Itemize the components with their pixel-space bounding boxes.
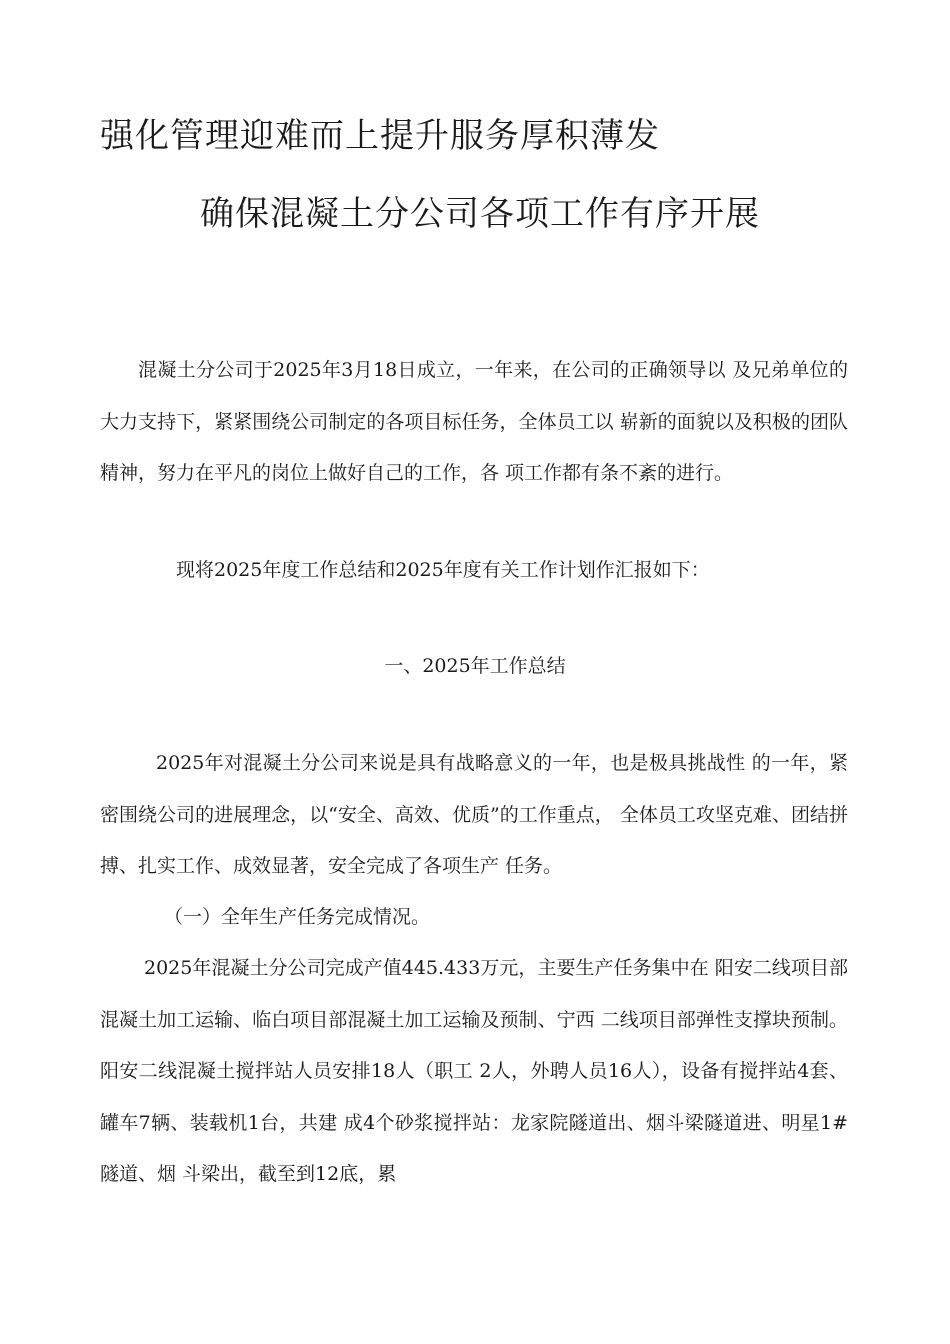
section-heading: 一、2025年工作总结 xyxy=(384,655,566,677)
report-intro-line: 现将2025年度工作总结和2025年度有关工作计划作汇报如下： xyxy=(176,559,710,581)
document-title-line-2: 确保混凝土分公司各项工作有序开展 xyxy=(200,194,760,234)
subsection-heading: （一）全年生产任务完成情况。 xyxy=(164,906,431,928)
summary-paragraph: 2025年对混凝土分公司来说是具有战略意义的一年，也是极具挑战性 的一年，紧密围绕公司的进展理念，以“安全、高效、优质”的工作重点， 全体员工攻坚克难、团结拼搏、扎实工作、成效显著，安全完成了各项生产 任务。 xyxy=(100,752,848,877)
production-paragraph: 2025年混凝土分公司完成产值445.433万元，主要生产任务集中在 阳安二线项目部混凝土加工运输、临白项目部混凝土加工运输及预制、宁西 二线项目部弹性支撑块预制。阳安二线混凝土搅拌站人员安排18人（职工 2人，外聘人员16人），设备有搅拌站4套、罐车7辆、装载机1台，共建 成4个砂浆搅拌站：龙家院隧道出、烟斗梁隧道进、明星1#隧道、烟 斗梁出，截至到12底，累 xyxy=(100,957,848,1185)
intro-paragraph: 混凝土分公司于2025年3月18日成立，一年来，在公司的正确领导以 及兄弟单位的大力支持下，紧紧围绕公司制定的各项目标任务，全体员工以 崭新的面貌以及积极的团队精神，努力在平凡的岗位上做好自己的工作，各 项工作都有条不紊的进行。 xyxy=(100,359,848,484)
document-title-line-1: 强化管理迎难而上提升服务厚积薄发 xyxy=(100,116,660,156)
